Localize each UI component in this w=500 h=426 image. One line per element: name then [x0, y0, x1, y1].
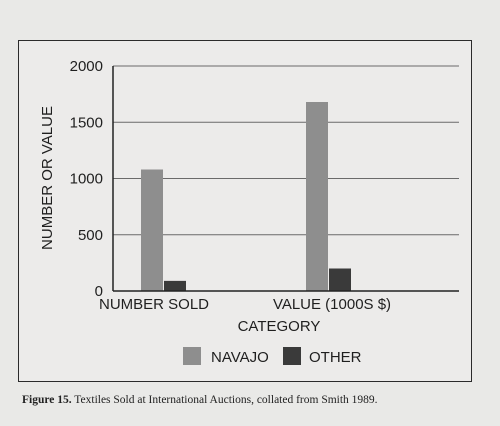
caption-text: Textiles Sold at International Auctions, collated from Smith 1989. — [74, 394, 378, 406]
x-tick-label: VALUE (1000S $) — [272, 296, 392, 313]
y-tick-label: 0 — [94, 283, 103, 300]
y-tick-label: 1000 — [69, 170, 103, 188]
y-tick-label: 500 — [77, 226, 103, 244]
y-tick-label: 2000 — [69, 58, 103, 75]
bar-navajo-1 — [306, 102, 328, 291]
bar-chart — [19, 41, 473, 383]
legend-label-navajo: NAVAJO — [211, 349, 269, 366]
legend-swatch-other — [283, 347, 301, 365]
y-tick-labels — [70, 58, 103, 300]
bars — [141, 102, 351, 291]
legend — [183, 347, 362, 366]
bar-other-0 — [164, 281, 186, 291]
legend-swatch-navajo — [183, 347, 201, 365]
gridlines — [113, 66, 459, 235]
x-tick-labels — [99, 296, 391, 313]
bar-other-1 — [329, 269, 351, 292]
caption-label: Figure 15. — [22, 394, 72, 406]
figure-caption — [22, 394, 492, 406]
legend-label-other: OTHER — [309, 349, 362, 366]
bar-navajo-0 — [141, 170, 163, 292]
figure-panel — [18, 40, 472, 382]
x-tick-label: NUMBER SOLD — [98, 296, 210, 313]
y-axis-title: NUMBER OR VALUE — [39, 106, 56, 250]
y-tick-label: 1500 — [69, 114, 103, 132]
x-axis-title: CATEGORY — [237, 318, 321, 335]
